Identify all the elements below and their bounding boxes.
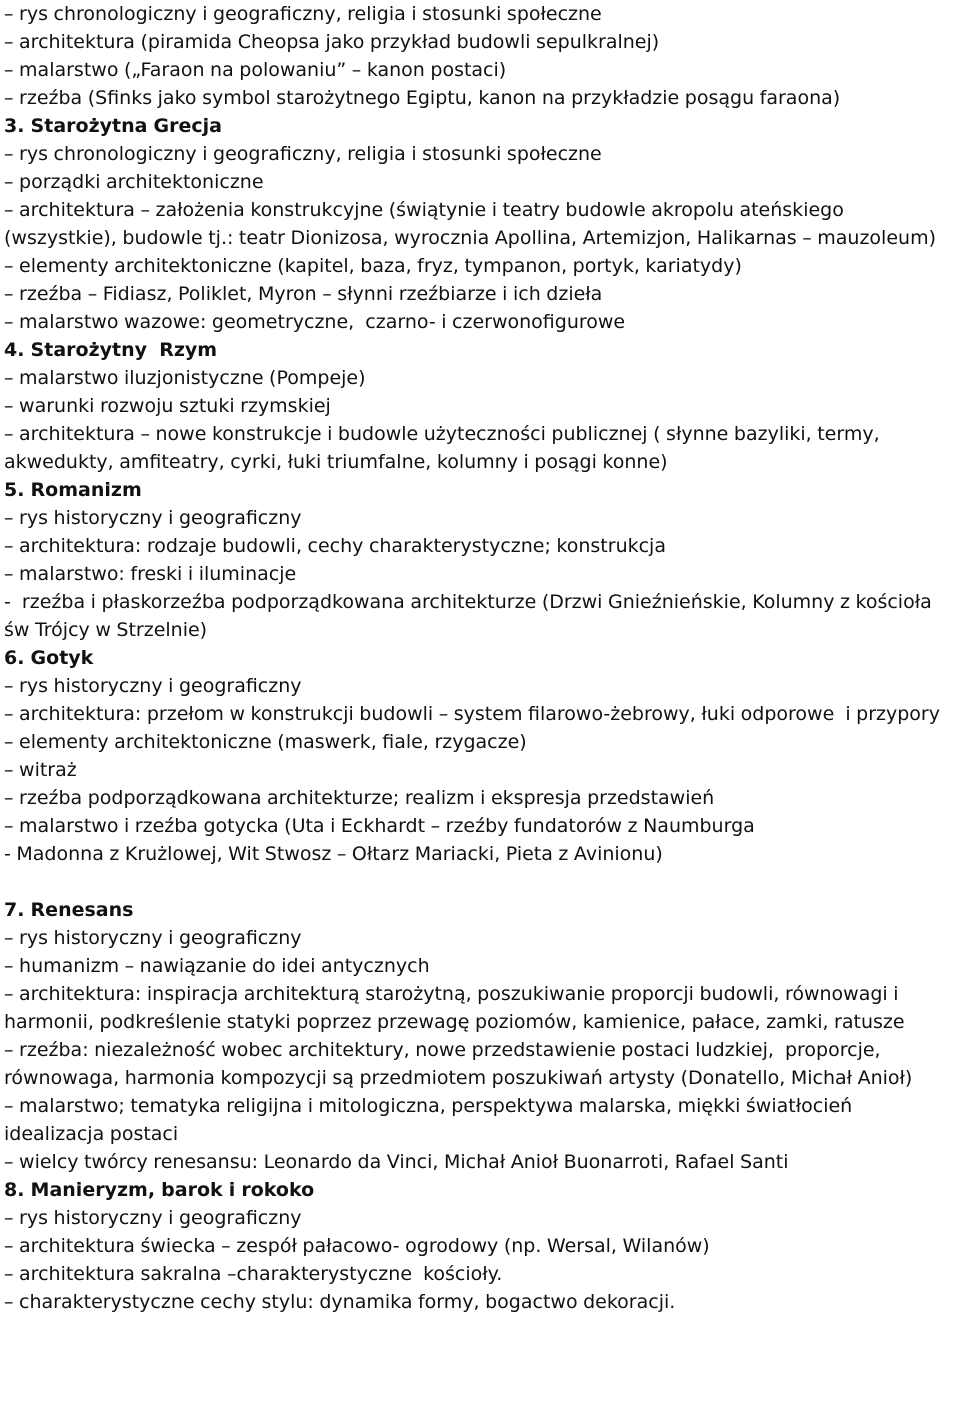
list-item: - Madonna z Krużlowej, Wit Stwosz – Ołtarz Mariacki, Pieta z Avinionu) [4,843,663,865]
list-item: – malarstwo; tematyka religijna i mitologiczna, perspektywa malarska, miękki światłocień idealizacja postaci [4,1095,858,1145]
list-item: – humanizm – nawiązanie do idei antycznych [4,955,430,977]
section-heading: 4. Starożytny Rzym [4,339,218,361]
section-heading: 5. Romanizm [4,479,142,501]
list-item: – malarstwo iluzjonistyczne (Pompeje) [4,367,366,389]
list-item: – architektura sakralna –charakterystyczne kościoły. [4,1263,503,1285]
list-item: – rys historyczny i geograficzny [4,675,302,697]
list-item: – architektura – nowe konstrukcje i budowle użyteczności publicznej ( słynne bazyliki, termy, akwedukty, amfiteatry, cyrki, łuki triumfalne, kolumny i posągi konne) [4,423,886,473]
list-item: – rzeźba – Fidiasz, Poliklet, Myron – słynni rzeźbiarze i ich dzieła [4,283,603,305]
list-item: – rzeźba podporządkowana architekturze; realizm i ekspresja przedstawień [4,787,715,809]
list-item: – architektura – założenia konstrukcyjne (świątynie i teatry budowle akropolu ateńskiego (wszystkie), budowle tj.: teatr Dionizosa, wyrocznia Apollina, Artemizjon, Halikarnas – mauzoleum) [4,199,936,249]
list-item: – architektura świecka – zespół pałacowo- ogrodowy (np. Wersal, Wilanów) [4,1235,710,1257]
list-item: – malarstwo wazowe: geometryczne, czarno- i czerwonofigurowe [4,311,626,333]
list-item: – wielcy twórcy renesansu: Leonardo da Vinci, Michał Anioł Buonarroti, Rafael Santi [4,1151,789,1173]
list-item: – porządki architektoniczne [4,171,264,193]
list-item: – architektura: inspiracja architekturą starożytną, poszukiwanie proporcji budowli, równowagi i harmonii, podkreślenie statyki poprzez przewagę poziomów, kamienice, pałace, zamki, ratusze [4,983,905,1033]
blank-line [4,868,956,896]
list-item: – architektura: rodzaje budowli, cechy charakterystyczne; konstrukcja [4,535,666,557]
list-item: – rzeźba (Sfinks jako symbol starożytnego Egiptu, kanon na przykładzie posągu faraona) [4,87,841,109]
list-item: – rys historyczny i geograficzny [4,1207,302,1229]
section-heading: 6. Gotyk [4,647,94,669]
list-item: – architektura (piramida Cheopsa jako przykład budowli sepulkralnej) [4,31,660,53]
list-item: – malarstwo („Faraon na polowaniu” – kanon postaci) [4,59,507,81]
list-item: – rzeźba: niezależność wobec architektury, nowe przedstawienie postaci ludzkiej, proporcje, równowaga, harmonia kompozycji są przedmiotem poszukiwań artysty (Donatello, Michał Anioł) [4,1039,913,1089]
list-item: – rys chronologiczny i geograficzny, religia i stosunki społeczne [4,3,602,25]
list-item: – rys chronologiczny i geograficzny, religia i stosunki społeczne [4,143,602,165]
list-item: – malarstwo i rzeźba gotycka (Uta i Eckhardt – rzeźby fundatorów z Naumburga [4,815,755,837]
list-item: – warunki rozwoju sztuki rzymskiej [4,395,331,417]
section-heading: 7. Renesans [4,899,134,921]
list-item: – charakterystyczne cechy stylu: dynamika formy, bogactwo dekoracji. [4,1291,676,1313]
list-item: – rys historyczny i geograficzny [4,507,302,529]
list-item: – elementy architektoniczne (maswerk, fiale, rzygacze) [4,731,527,753]
list-item: – rys historyczny i geograficzny [4,927,302,949]
list-item: – architektura: przełom w konstrukcji budowli – system filarowo-żebrowy, łuki odporowe i przypory [4,703,940,725]
list-item: – malarstwo: freski i iluminacje [4,563,297,585]
section-heading: 3. Starożytna Grecja [4,115,223,137]
section-heading: 8. Manieryzm, barok i rokoko [4,1179,315,1201]
list-item: – elementy architektoniczne (kapitel, baza, fryz, tympanon, portyk, kariatydy) [4,255,742,277]
list-item: – witraż [4,759,77,781]
list-item: - rzeźba i płaskorzeźba podporządkowana architekturze (Drzwi Gnieźnieńskie, Kolumny z kościoła św Trójcy w Strzelnie) [4,591,938,641]
